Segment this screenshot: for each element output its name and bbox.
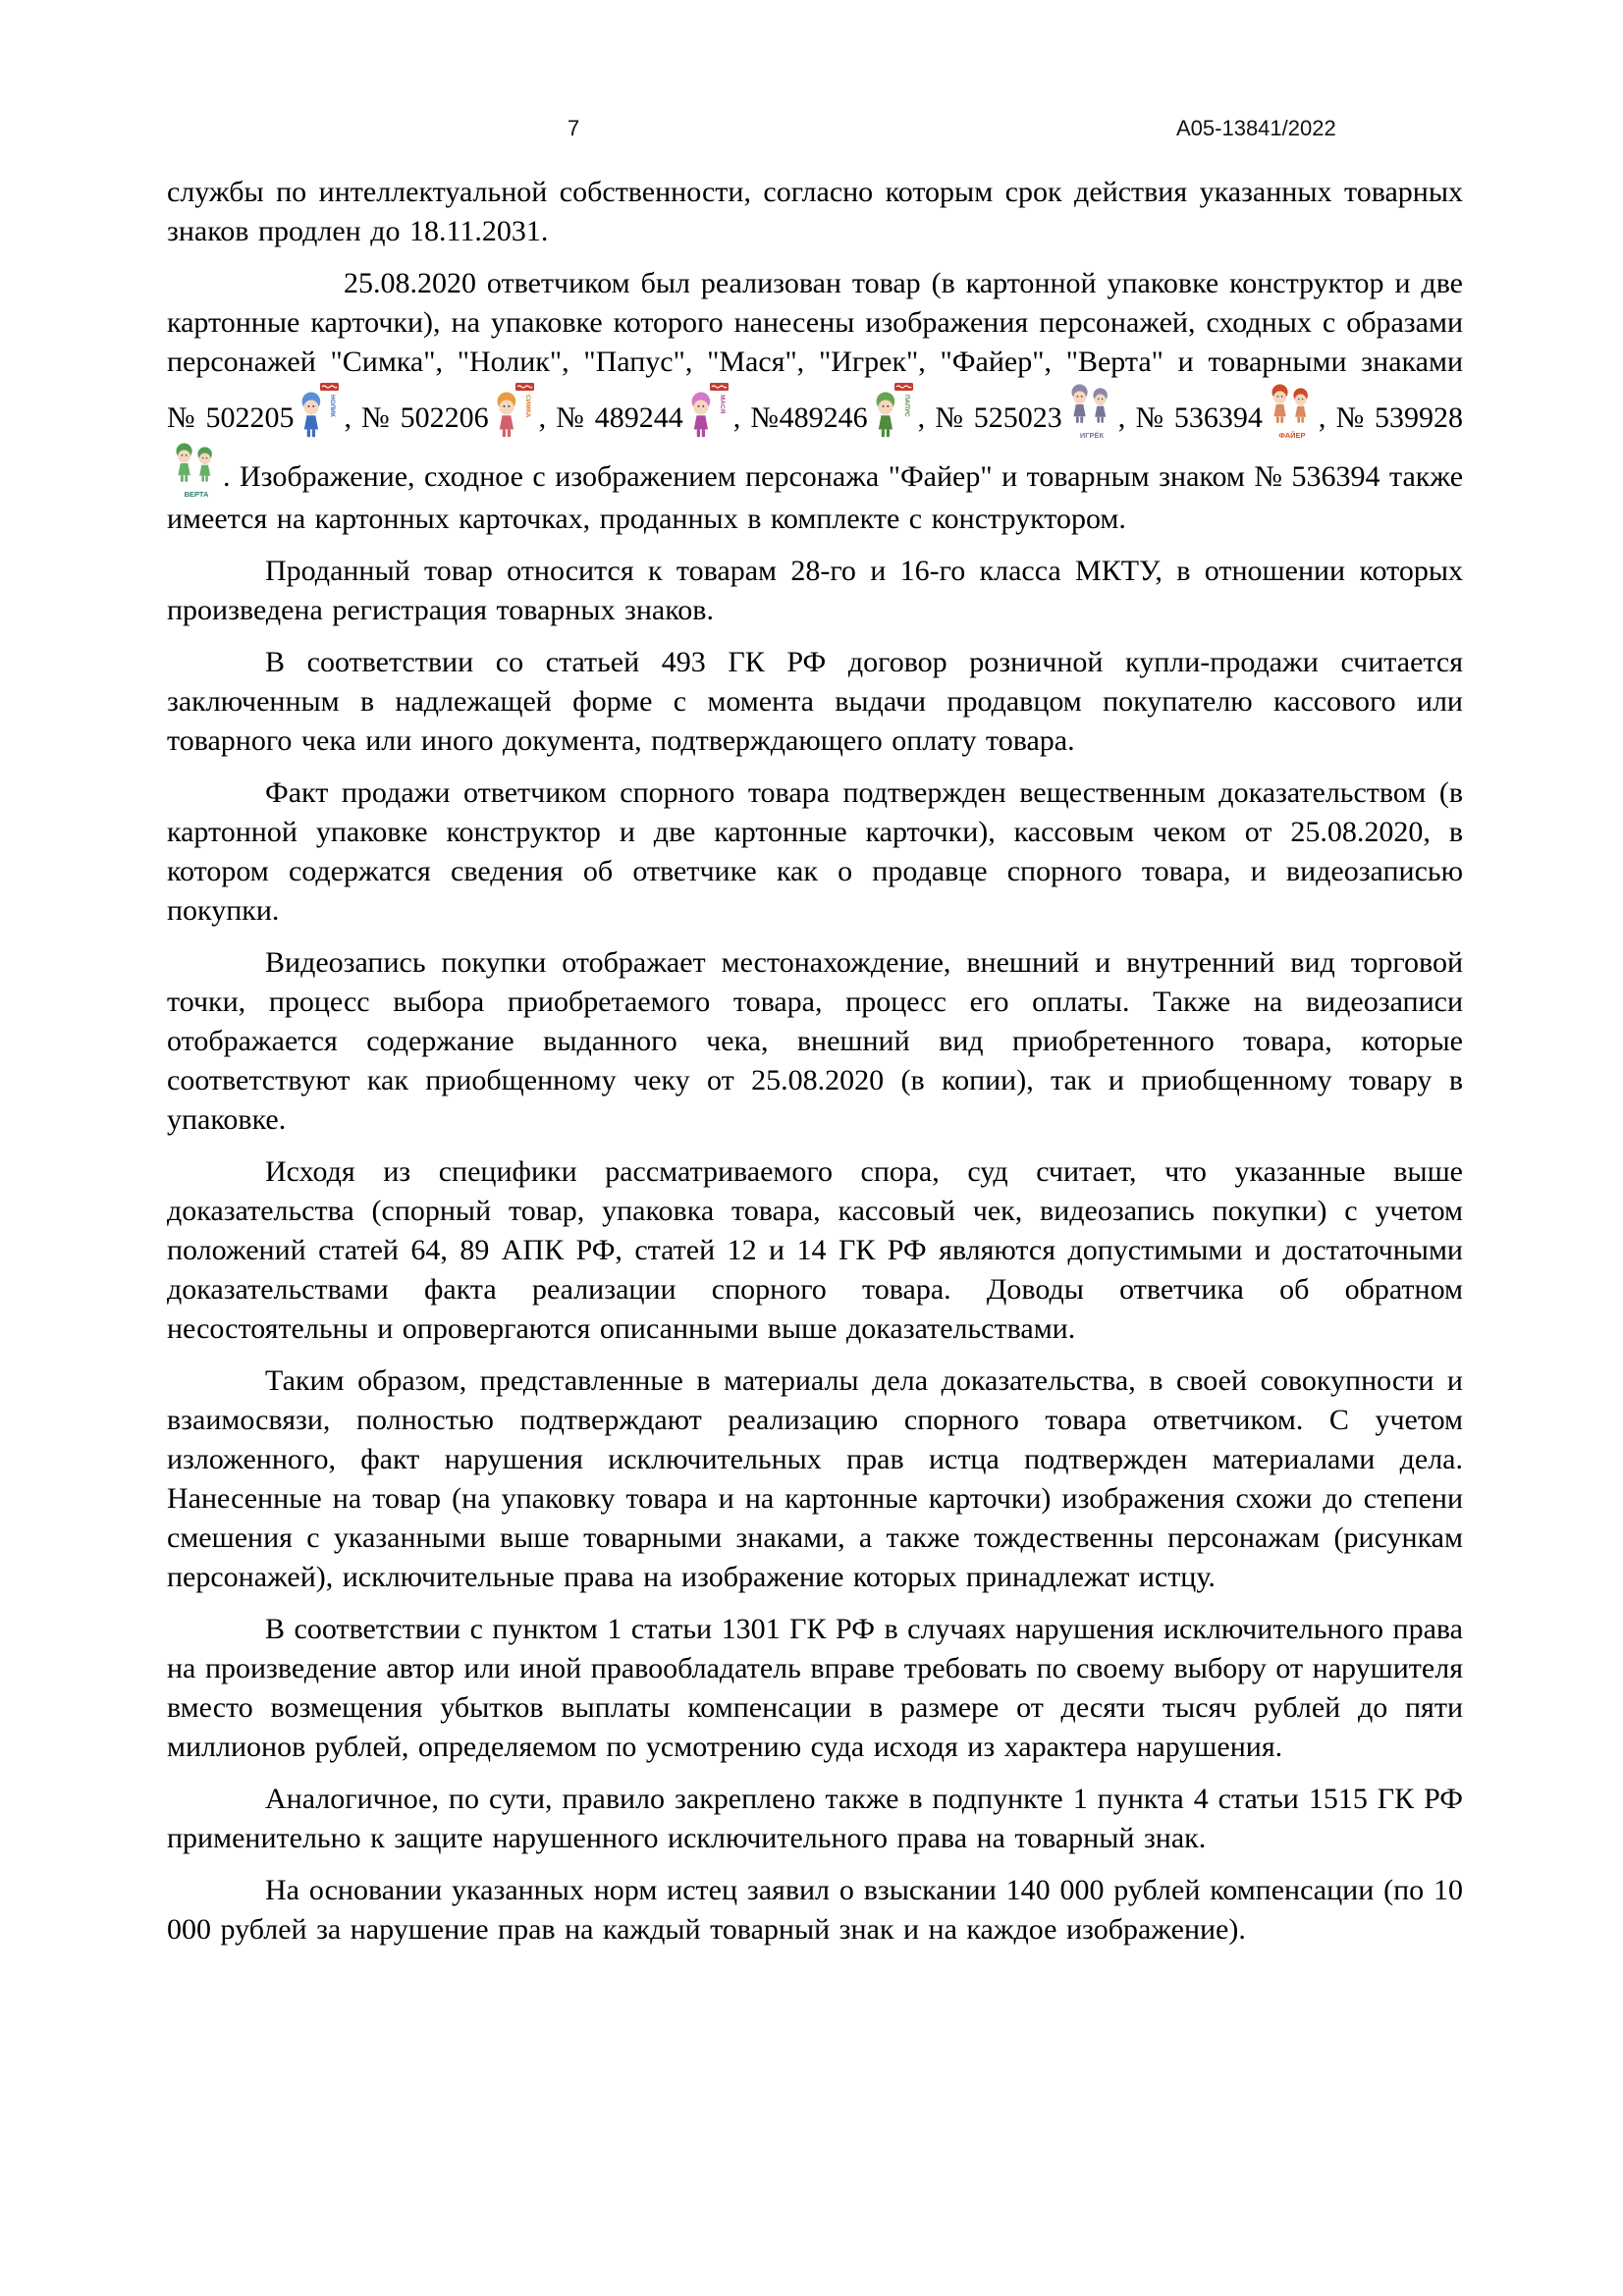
- sold-goods-intro: 25.08.2020 ответчиком был реализован товар (в картонной упаковке конструктор и две картонные карточки), на упаковке которого нанесены изображения персонажей, сходных с образами персонажей "Симка", "Нолик", "Папус", "Мася", "Игрек", "Файер", "Верта" и товарными знаками: [167, 267, 1463, 378]
- svg-text:НОЛИК: НОЛИК: [329, 395, 337, 417]
- trademark-image-nolik: [300, 382, 340, 441]
- trademark-separator: ,: [1318, 401, 1336, 434]
- paragraph-video-recording: Видеозапись покупки отображает местонахождение, внешний и внутренний вид торговой точки, процесс выбора приобретаемого товара, процесс его оплаты. Также на видеозаписи отображается содержание выданного чека, внешний вид приобретенного товара, которые соответствуют как приобщенному чеку от 25.08.2020 (в копии), так и приобщенному товару в упаковке.: [167, 946, 1463, 1136]
- trademark-image-simka: [496, 382, 535, 441]
- paragraph-article-493: В соответствии со статьей 493 ГК РФ договор розничной купли-продажи считается заключенным в надлежащей форме с момента выдачи продавцом покупателю кассового или товарного чека или иного документа, подтверждающего оплату товара.: [167, 646, 1463, 757]
- trademark-number: № 525023: [935, 401, 1062, 434]
- paragraph-sold-goods: [167, 264, 1463, 539]
- trademark-separator: ,: [344, 401, 362, 434]
- paragraph-article-1301: В соответствии с пунктом 1 статьи 1301 ГК РФ в случаях нарушения исключительного права на произведение автор или иной правообладатель вправе требовать по своему выбору от нарушителя вместо возмещения убытков выплаты компенсации в размере от десяти тысяч рублей до пяти миллионов рублей, определяемом по усмотрению суда исходя из характера нарушения.: [167, 1613, 1463, 1763]
- paragraph-trademark-term: службы по интеллектуальной собственности, согласно которым срок действия указанных товарных знаков продлен до 18.11.2031.: [167, 176, 1463, 247]
- trademark-separator: ,: [1117, 401, 1136, 434]
- trademark-separator: ,: [732, 401, 751, 434]
- trademark-number: №489246: [750, 401, 868, 434]
- trademark-image-verta: [174, 441, 219, 500]
- svg-text:ИГРЁК: ИГРЁК: [1079, 431, 1104, 440]
- trademark-number: № 502206: [361, 401, 489, 434]
- trademark-separator: .: [223, 460, 241, 493]
- svg-text:ФАЙЕР: ФАЙЕР: [1278, 431, 1306, 440]
- svg-text:ПАПУС: ПАПУС: [902, 395, 910, 417]
- trademark-number: № 536394: [1135, 401, 1263, 434]
- paragraph-sale-evidence: Факт продажи ответчиком спорного товара подтвержден вещественным доказательством (в картонной упаковке конструктор и две картонные карточки), кассовым чеком от 25.08.2020, в котором содержатся сведения об ответчике как о продавце спорного товара, и видеозаписью покупки.: [167, 776, 1463, 927]
- trademark-separator: ,: [917, 401, 936, 434]
- trademark-separator: ,: [538, 401, 557, 434]
- trademark-number: № 539928: [1335, 401, 1464, 434]
- trademark-number: № 502205: [167, 401, 295, 434]
- trademark-image-igrek: [1069, 382, 1114, 441]
- trademark-number: № 489244: [556, 401, 683, 434]
- document-body: [167, 173, 1463, 1962]
- case-number: А05-13841/2022: [1176, 116, 1336, 140]
- paragraph-evidence-admissibility: Исходя из специфики рассматриваемого спора, суд считает, что указанные выше доказательства (спорный товар, упаковка товара, кассовый чек, видеозапись покупки) с учетом положений статей 64, 89 АПК РФ, статей 12 и 14 ГК РФ являются допустимыми и достаточными доказательствами факта реализации спорного товара. Доводы ответчика об обратном несостоятельны и опровергаются описанными выше доказательствами.: [167, 1155, 1463, 1345]
- svg-text:МАСЯ: МАСЯ: [718, 395, 726, 414]
- sold-goods-outro: Изображение, сходное с изображением персонажа "Файер" и товарным знаком № 536394 также имеется на картонных карточках, проданных в комплекте с конструктором.: [167, 460, 1464, 535]
- trademark-image-masya: [690, 382, 730, 441]
- paragraph-mktu-classes: Проданный товар относится к товарам 28-го и 16-го класса МКТУ, в отношении которых произведена регистрация товарных знаков.: [167, 555, 1463, 626]
- paragraph-conclusion-infringement: Таким образом, представленные в материалы дела доказательства, в своей совокупности и взаимосвязи, полностью подтверждают реализацию спорного товара ответчиком. С учетом изложенного, факт нарушения исключительных прав истца подтвержден материалами дела. Нанесенные на товар (на упаковку товара и на картонные карточки) изображения схожи до степени смешения с указанными выше товарными знаками, а также тождественны персонажам (рисункам персонажей), исключительные права на изображение которых принадлежат истцу.: [167, 1364, 1463, 1593]
- trademark-image-fayer: [1270, 382, 1315, 441]
- svg-text:СИМКА: СИМКА: [523, 395, 531, 418]
- paragraph-article-1515: Аналогичное, по сути, правило закреплено также в подпункте 1 пункта 4 статьи 1515 ГК РФ применительно к защите нарушенного исключительного права на товарный знак.: [167, 1783, 1463, 1854]
- page-number: 7: [568, 116, 580, 140]
- svg-text:ВЕРТА: ВЕРТА: [184, 490, 209, 499]
- trademark-image-papus: [875, 382, 914, 441]
- paragraph-compensation-claim: На основании указанных норм истец заявил о взыскании 140 000 рублей компенсации (по 10 000 рублей за нарушение прав на каждый товарный знак и на каждое изображение).: [167, 1874, 1463, 1946]
